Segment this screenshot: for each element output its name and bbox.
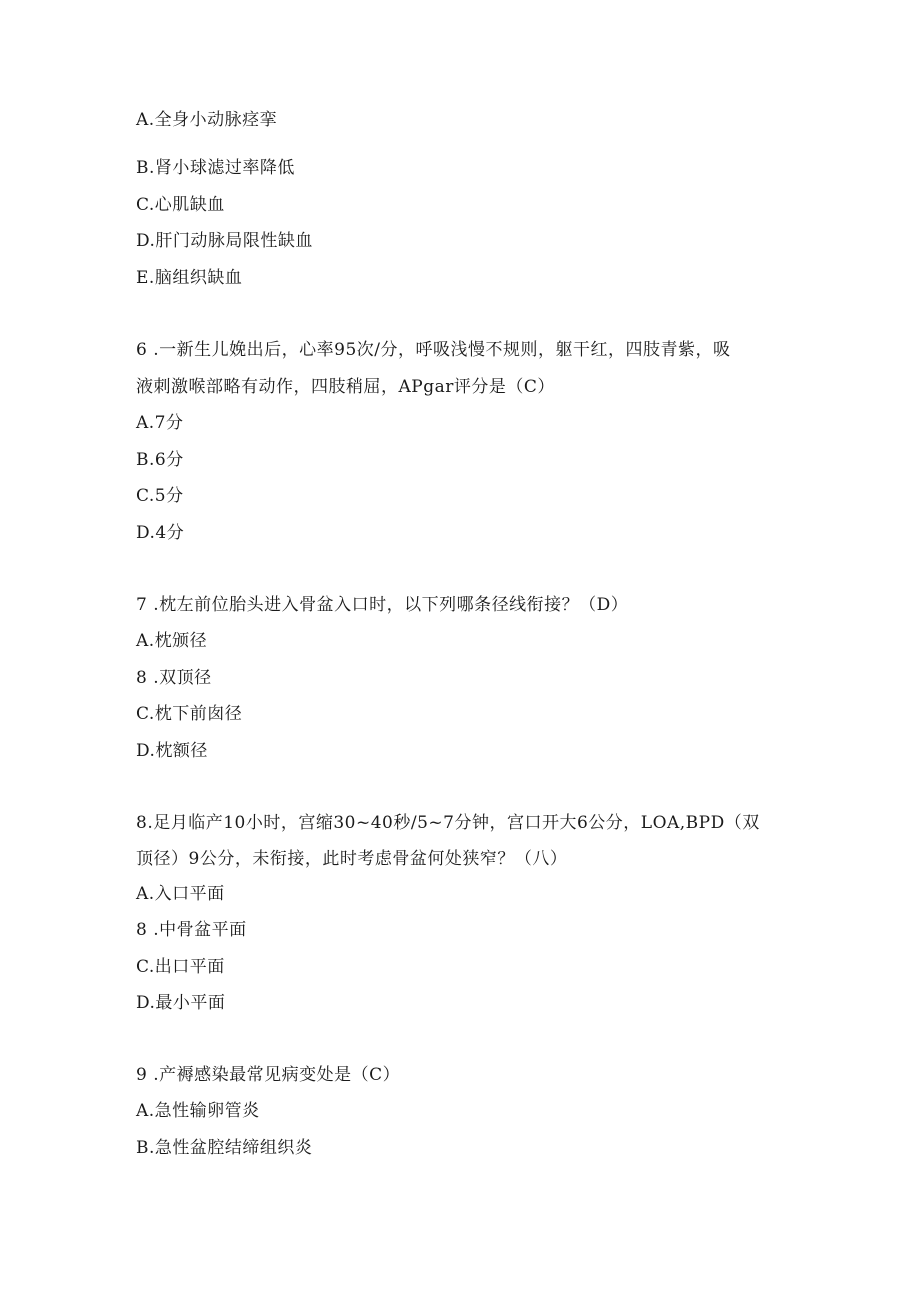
q5-option-d: D.肝门动脉局限性缺血: [136, 231, 313, 251]
q7-option-a: A.枕颁径: [136, 631, 208, 651]
q8-option-d: D.最小平面: [136, 993, 226, 1013]
q6-option-b: B.6分: [136, 450, 184, 470]
q6-stem-line2: 液刺激喉部略有动作，四肢稍屈，APgar评分是（C）: [136, 377, 555, 397]
q6-option-d: D.4分: [136, 523, 185, 543]
q8-option-a: A.入口平面: [136, 884, 225, 904]
q5-option-c: C.心肌缺血: [136, 195, 225, 215]
q9-option-b: B.急性盆腔结缔组织炎: [136, 1138, 313, 1158]
q5-option-e: E.脑组织缺血: [136, 268, 243, 288]
q6-option-c: C.5分: [136, 486, 184, 506]
q6-option-a: A.7分: [136, 413, 184, 433]
q5-option-b: B.肾小球滤过率降低: [136, 158, 295, 178]
q7-option-c: C.枕下前囱径: [136, 704, 243, 724]
q5-option-a: A.全身小动脉痉挛: [136, 110, 278, 130]
q9-stem: 9 .产褥感染最常见病变处是（C）: [136, 1065, 401, 1085]
q9-option-a: A.急性输卵管炎: [136, 1101, 260, 1121]
q7-option-b: 8 .双顶径: [136, 668, 212, 688]
q8-option-c: C.出口平面: [136, 957, 225, 977]
q7-option-d: D.枕额径: [136, 741, 208, 761]
q7-stem: 7 .枕左前位胎头进入骨盆入口时，以下列哪条径线衔接？（D）: [136, 595, 629, 615]
q8-stem-line1: 8.足月临产10小时，宫缩30~40秒/5~7分钟，宫口开大6公分，LOA,BPD（双: [136, 813, 760, 833]
q8-option-b: 8 .中骨盆平面: [136, 920, 247, 940]
q6-stem-line1: 6 .一新生儿娩出后，心率95次/分，呼吸浅慢不规则，躯干红，四肢青紫，吸: [136, 340, 731, 360]
q8-stem-line2: 顶径）9公分，未衔接，此时考虑骨盆何处狭窄？（八）: [136, 849, 568, 869]
